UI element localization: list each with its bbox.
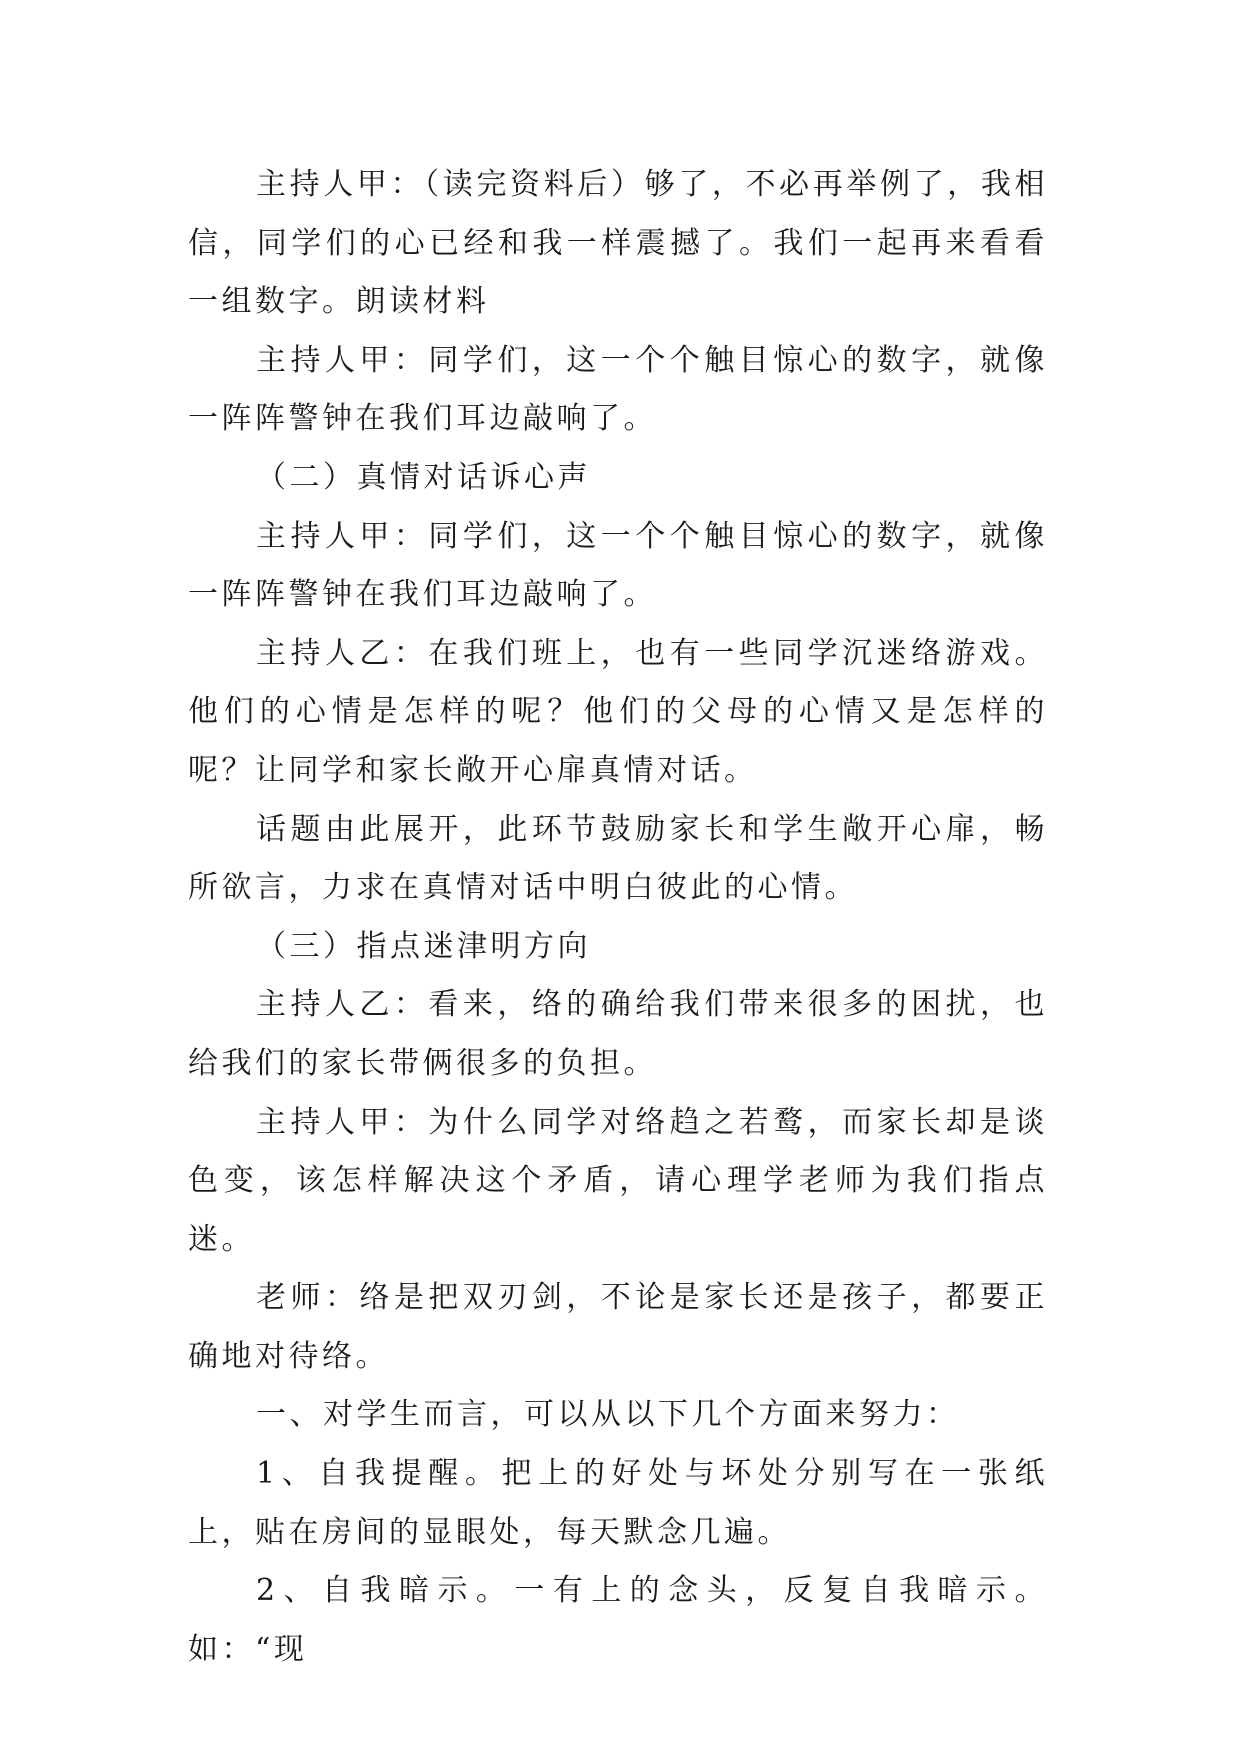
section-heading: （二）真情对话诉心声 xyxy=(256,459,591,495)
section-heading: （三）指点迷津明方向 xyxy=(256,928,591,964)
paragraph: 主持人甲：同学们，这一个个触目惊心的数字，就像一阵阵警钟在我们耳边敲响了。 xyxy=(188,342,1048,437)
paragraph: 老师：络是把双刃剑，不论是家长还是孩子，都要正确地对待络。 xyxy=(188,1280,1048,1374)
paragraph: 主持人乙：在我们班上，也有一些同学沉迷络游戏。他们的心情是怎样的呢？他们的父母的心情又是怎样的呢？让同学和家长敞开心扉真情对话。 xyxy=(188,635,1048,788)
paragraph: 话题由此展开，此环节鼓励家长和学生敞开心扉，畅所欲言，力求在真情对话中明白彼此的心情。 xyxy=(188,811,1048,906)
paragraph: 一、对学生而言，可以从以下几个方面来努力： xyxy=(256,1397,960,1433)
document-body xyxy=(188,156,1048,1679)
paragraph: 主持人乙：看来，络的确给我们带来很多的困扰，也给我们的家长带俩很多的负担。 xyxy=(188,987,1048,1081)
paragraph: 2、自我暗示。一有上的念头，反复自我暗示。如：“现 xyxy=(188,1573,1048,1667)
paragraph: 主持人甲：同学们，这一个个触目惊心的数字，就像一阵阵警钟在我们耳边敲响了。 xyxy=(188,518,1048,613)
paragraph: 主持人甲：（读完资料后）够了，不必再举例了，我相信，同学们的心已经和我一样震撼了。我们一起再来看看一组数字。朗读材料 xyxy=(188,167,1048,320)
paragraph: 主持人甲：为什么同学对络趋之若鹜，而家长却是谈色变，该怎样解决这个矛盾，请心理学老师为我们指点迷。 xyxy=(188,1104,1048,1257)
paragraph: 1、自我提醒。把上的好处与坏处分别写在一张纸上，贴在房间的显眼处，每天默念几遍。 xyxy=(188,1456,1048,1550)
